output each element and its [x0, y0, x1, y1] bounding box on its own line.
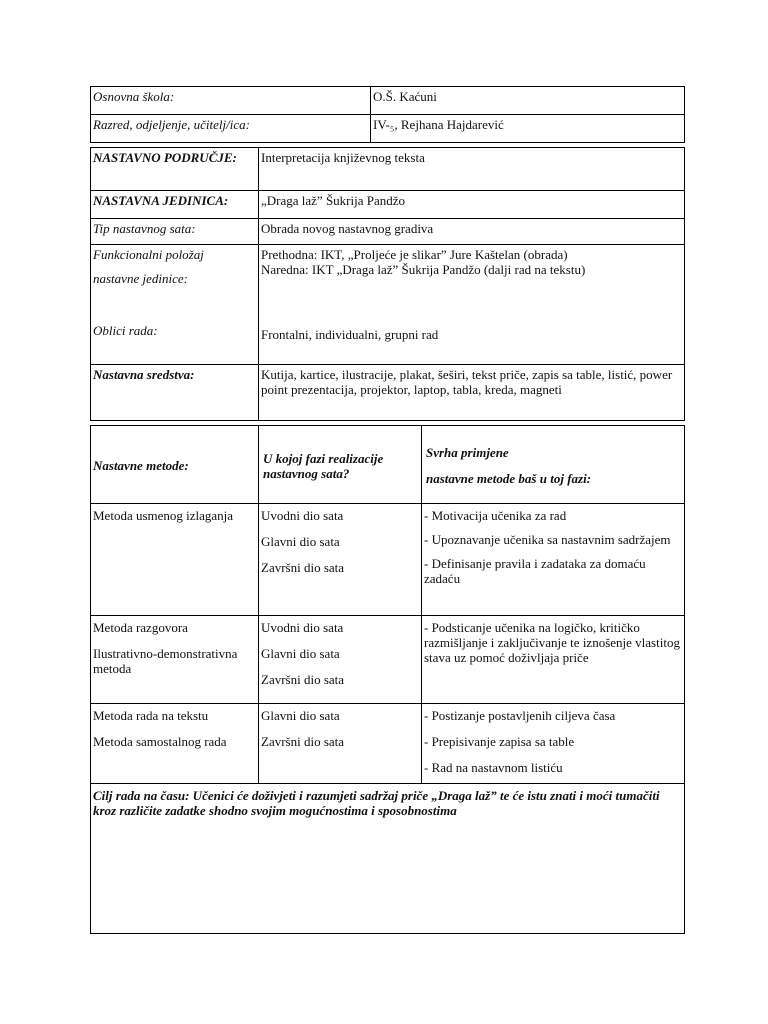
method-name: Metoda razgovora — [93, 620, 188, 635]
method-row-3-phases — [259, 704, 422, 784]
phase: Završni dio sata — [261, 734, 345, 749]
position-previous: Prethodna: IKT, „Proljeće je slikar” Jure Kaštelan (obrada) — [261, 247, 568, 262]
school-info-table — [90, 86, 685, 143]
method-row-1-methods — [91, 504, 259, 616]
lesson-plan-document — [90, 86, 684, 934]
position-label-line-2: nastavne jedinice: — [93, 271, 188, 286]
unit-value: „Draga laž” Šukrija Pandžo — [259, 191, 685, 219]
lesson-type-value: Obrada novog nastavnog gradiva — [259, 219, 685, 245]
resources-value: Kutija, kartice, ilustracije, plakat, šeširi, tekst priče, zapis sa table, listić, power point prezentacija, projektor, laptop, tabla, kreda, magneti — [259, 365, 685, 421]
method-row-2-purposes — [422, 616, 685, 704]
lesson-info-table — [90, 147, 685, 421]
methods-header-col3 — [422, 426, 685, 504]
phase: Glavni dio sata — [261, 708, 340, 723]
phase: Glavni dio sata — [261, 646, 340, 661]
method-row-1-phases — [259, 504, 422, 616]
purpose: - Rad na nastavnom listiću — [424, 760, 563, 775]
resources-label: Nastavna sredstva: — [91, 365, 259, 421]
method-row-1-purposes — [422, 504, 685, 616]
phase: Glavni dio sata — [261, 534, 340, 549]
unit-label: NASTAVNA JEDINICA: — [91, 191, 259, 219]
purpose: - Motivacija učenika za rad — [424, 508, 567, 523]
purpose: - Definisanje pravila i zadataka za domaću zadaću — [424, 556, 646, 586]
phase: Završni dio sata — [261, 560, 345, 575]
lesson-goal: Cilj rada na času: Učenici će doživjeti i razumjeti sadržaj priče „Draga laž” te će istu znati i moći tumačiti kroz različite zadatke shodno svojim mogućnostima i sposobnostima — [91, 784, 685, 934]
method-row-3-methods — [91, 704, 259, 784]
position-next: Naredna: IKT „Draga laž” Šukrija Pandžo (dalji rad na tekstu) — [261, 262, 586, 277]
purpose: - Podsticanje učenika na logičko, kritičko razmišljanje i zaključivanje te iznošenje vlastitog stava uz pomoć doživljaja priče — [424, 620, 680, 665]
method-row — [91, 704, 685, 784]
lesson-type-label: Tip nastavnog sata: — [91, 219, 259, 245]
methods-header-col3-line1: Svrha primjene — [426, 445, 509, 460]
phase: Završni dio sata — [261, 672, 345, 687]
methods-header-col2: U kojoj fazi realizacije nastavnog sata? — [259, 426, 422, 504]
forms-label: Oblici rada: — [93, 323, 158, 338]
method-row-2-phases — [259, 616, 422, 704]
methods-header-col3-line2: nastavne metode baš u toj fazi: — [426, 471, 592, 486]
purpose: - Prepisivanje zapisa sa table — [424, 734, 575, 749]
area-label: NASTAVNO PODRUČJE: — [91, 148, 259, 191]
method-name: Metoda usmenog izlaganja — [93, 508, 234, 523]
purpose: - Postizanje postavljenih ciljeva časa — [424, 708, 616, 723]
method-row-3-purposes — [422, 704, 685, 784]
phase: Uvodni dio sata — [261, 620, 344, 635]
method-row-2-methods — [91, 616, 259, 704]
school-label: Osnovna škola: — [91, 87, 371, 115]
method-name: Metoda rada na tekstu — [93, 708, 209, 723]
position-label-cell — [91, 245, 259, 365]
area-value: Interpretacija književnog teksta — [259, 148, 685, 191]
position-value-cell — [259, 245, 685, 365]
method-name: Ilustrativno-demonstrativna metoda — [93, 646, 238, 676]
class-value: IV-₅, Rejhana Hajdarević — [371, 115, 685, 143]
method-row — [91, 616, 685, 704]
method-row — [91, 504, 685, 616]
method-name: Metoda samostalnog rada — [93, 734, 227, 749]
purpose: - Upoznavanje učenika sa nastavnim sadržajem — [424, 532, 671, 547]
class-label: Razred, odjeljenje, učitelj/ica: — [91, 115, 371, 143]
methods-header-col1: Nastavne metode: — [91, 426, 259, 504]
school-value: O.Š. Kaćuni — [371, 87, 685, 115]
methods-table — [90, 425, 685, 934]
forms-value: Frontalni, individualni, grupni rad — [261, 327, 439, 342]
phase: Uvodni dio sata — [261, 508, 344, 523]
position-label-line-1: Funkcionalni položaj — [93, 247, 204, 262]
